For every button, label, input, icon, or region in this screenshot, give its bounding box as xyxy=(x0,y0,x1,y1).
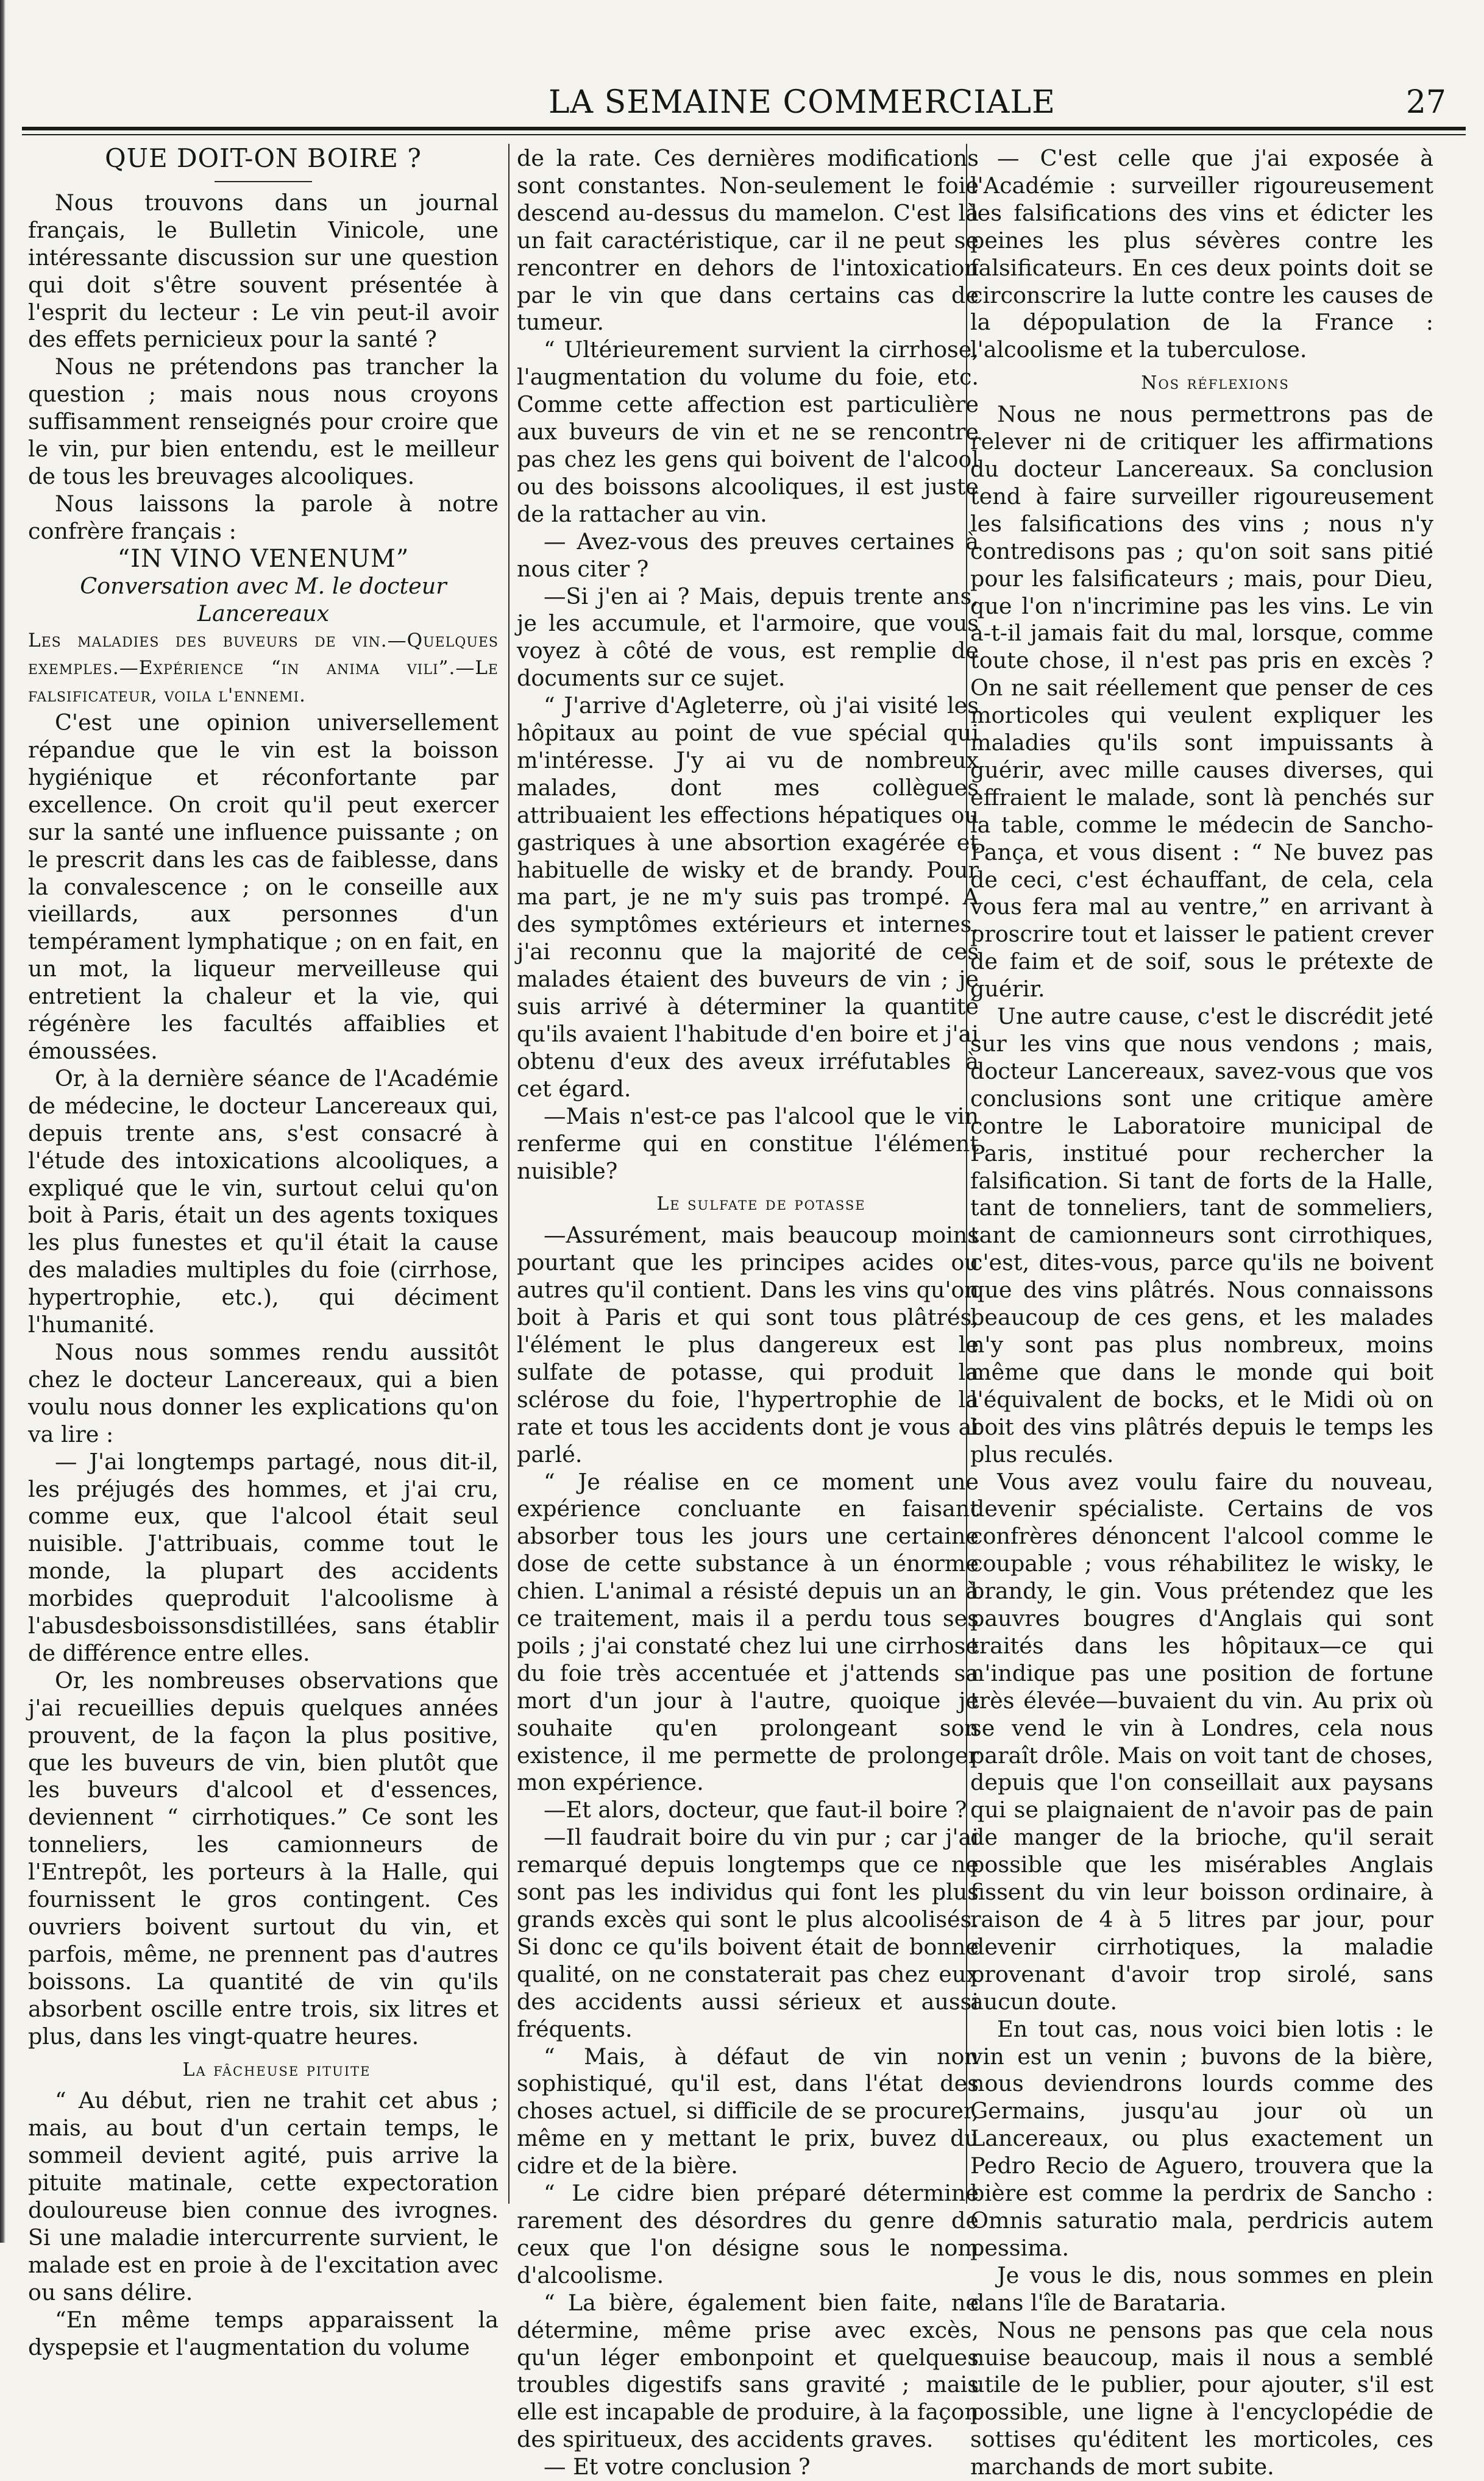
header-rule xyxy=(22,127,1466,135)
section-title: “IN VINO VENENUM” xyxy=(117,544,410,573)
paragraph: Nous ne nous permettrons pas de relever ni de critiquer les affirmations du docteur Lancereaux. Sa conclusion tend à faire surveiller rigoureusement les falsifications des vins ; nous n'y contredisons pas ; qu'on soit sans pitié pour les falsificateurs ; mais, pour Dieu, que l'on n'incrimine pas les vins. Le vin a-t-il jamais fait du mal, lorsque, comme toute chose, il n'est pas pris en excès ? On ne sait réellement que penser de ces morticoles qui veulent expliquer les maladies qu'ils sont impuissants à guérir, avec mille causes diverses, qui effraient le malade, sont là penchés sur la table, comme le médecin de Sancho-Pança, et vous disent : “ Ne buvez pas de ceci, c'est échauffant, de cela, cela vous fera mal au ventre,” en arrivant à proscrire tout et laisser le patient crever de faim et de soif, sous le prétexte de guérir. xyxy=(970,401,1433,1003)
paragraph: —Il faudrait boire du vin pur ; car j'ai remarqué depuis longtemps que ce ne sont pas les individus qui font les plus grands excès qui sont le plus alcoolisés. Si donc ce qu'ils boivent était de bonne qualité, on ne constaterait pas chez eux des accidents aussi sérieux et aussi fréquents. xyxy=(517,1824,979,2042)
paragraph: “ Au début, rien ne trahit cet abus ; mais, au bout d'un certain temps, le sommeil devient agité, puis arrive la pituite matinale, cette expectoration douloureuse bien connue des ivrognes. Si une maladie intercurrente survient, le malade est en proie à de l'excitation avec ou sans délire. xyxy=(28,2087,499,2305)
paragraph: Vous avez voulu faire du nouveau, devenir spécialiste. Certains de vos confrères dénoncent l'alcool comme le coupable ; vous réhabilitez le wisky, le brandy, le gin. Vous prétendez que les pauvres bougres d'Anglais qui sont traités dans les hôpitaux—ce qui n'indique pas une position de fortune très élevée—buvaient du vin. Au prix où se vend le vin à Londres, cela nous paraît drôle. Mais on voit tant de choses, depuis que l'on conseillait aux paysans qui se plaignaient de n'avoir pas de pain de manger de la brioche, qu'il serait possible que les misérables Anglais fissent du vin leur boisson ordinaire, à raison de 4 à 5 litres par jour, pour devenir cirrhotiques, la maladie provenant d'avoir trop sirolé, sans aucun doute. xyxy=(970,1468,1433,2015)
paragraph: Une autre cause, c'est le discrédit jeté sur les vins que nous vendons ; mais, docteur Lancereaux, savez-vous que vos conclusions sont une critique amère contre le Laboratoire municipal de Paris, institué pour rechercher la falsification. Si tant de forts de la Halle, tant de tonneliers, tant de sommeliers, tant de camionneurs sont cirrothiques, c'est, dites-vous, parce qu'ils ne boivent que des vins plâtrés. Nous connaissons beaucoup de ces gens, et les malades n'y sont pas plus nombreux, moins même que dans le monde qui boit l'équivalent de bocks, et le Midi où on boit des vins plâtrés depuis le temps les plus reculés. xyxy=(970,1003,1433,1468)
scan-left-edge xyxy=(0,0,5,2243)
paragraph: — Avez-vous des preuves certaines à nous citer ? xyxy=(517,528,979,582)
page-header xyxy=(24,67,1460,122)
article-title: QUE DOIT-ON BOIRE ? xyxy=(105,143,422,173)
paragraph: Nous ne prétendons pas trancher la question ; mais nous nous croyons suffisamment renseignés pour croire que le vin, pur bien entendu, est le meilleur de tous les breuvages alcooliques. xyxy=(28,353,499,489)
paragraph: “ Je réalise en ce moment une expérience concluante en faisant absorber tous les jours une certaine dose de cette substance à un énorme chien. L'animal a résisté depuis un an à ce traitement, mais il a perdu tous ses poils ; j'ai constaté chez lui une cirrhose du foie très accentuée et j'attends sa mort d'un jour à l'autre, quoique je souhaite qu'en prolongeant son existence, il me permette de prolonger mon expérience. xyxy=(517,1468,979,1796)
subheading: Le sulfate de potasse xyxy=(656,1193,866,1215)
paragraph: —Mais n'est-ce pas l'alcool que le vin renferme qui en constitue l'élément nuisible? xyxy=(517,1102,979,1184)
paragraph: Nous nous sommes rendu aussitôt chez le docteur Lancereaux, qui a bien voulu nous donner les explications qu'on va lire : xyxy=(28,1338,499,1447)
title-rule xyxy=(215,181,312,182)
section-subtitle-line-1: Conversation avec M. le docteur xyxy=(80,572,447,599)
paragraph: “ J'arrive d'Agleterre, où j'ai visité les hôpitaux au point de vue spécial qui m'intéresse. J'y ai vu de nombreux malades, dont mes collègues attribuaient les effections hépatiques ou gastriques à une absortion exagérée et habituelle de wisky et de brandy. Pour ma part, je ne m'y suis pas trompé. A des symptômes extérieurs et internes, j'ai reconnu que la majorité de ces malades étaient des buveurs de vin ; je suis arrivé à déterminer la quantité qu'ils avaient l'habitude d'en boire et j'ai obtenu d'eux des aveux irréfutables à cet égard. xyxy=(517,692,979,1102)
paragraph: Nous trouvons dans un journal français, le Bulletin Vinicole, une intéressante discussion sur une question qui doit s'être souvent présentée à l'esprit du lecteur : Le vin peut-il avoir des effets pernicieux pour la santé ? xyxy=(28,189,499,353)
paragraph: de la rate. Ces dernières modifications sont constantes. Non-seulement le foie descend au-dessus du mamelon. C'est là un fait caractéristique, car il ne peut se rencontrer en dehors de l'intoxication par le vin que dans certains cas de tumeur. xyxy=(517,145,979,336)
paragraph: “ Mais, à défaut de vin non sophistiqué, qu'il est, dans l'état des choses actuel, si difficile de se procurer, même en y mettant le prix, buvez du cidre et de la bière. xyxy=(517,2043,979,2179)
section-subtitle-line-2: Lancereaux xyxy=(197,600,330,626)
column-3 xyxy=(970,145,1433,2480)
paragraph: C'est une opinion universellement répandue que le vin est la boisson hygiénique et réconfortante par excellence. On croit qu'il peut exercer sur la santé une influence puissante ; on le prescrit dans les cas de faiblesse, dans la convalescence ; on le conseille aux vieillards, aux personnes d'un tempérament lymphatique ; on en fait, en un mot, la liqueur merveilleuse qui entretient la chaleur et la vie, qui régénère les facultés affaiblies et émoussées. xyxy=(28,709,499,1064)
column-1 xyxy=(28,143,499,2360)
paragraph: Nous laissons la parole à notre confrère français : xyxy=(28,490,499,544)
subheading: La fâcheuse pituite xyxy=(182,2059,371,2081)
subheading: Nos réflexions xyxy=(1141,372,1290,394)
column-divider-1 xyxy=(508,144,509,2204)
paragraph: Or, les nombreuses observations que j'ai recueillies depuis quelques années prouvent, de la façon la plus positive, que les buveurs de vin, bien plutôt que les buveurs d'alcool et d'essences, deviennent “ cirrhotiques.” Ce sont les tonneliers, les camionneurs de l'Entrepôt, les porteurs à la Halle, qui fournissent le gros contingent. Ces ouvriers boivent surtout du vin, et parfois, même, ne prennent pas d'autres boissons. La quantité de vin qu'ils absorbent oscille entre trois, six litres et plus, dans les vingt-quatre heures. xyxy=(28,1667,499,2050)
paragraph: “En même temps apparaissent la dyspepsie et l'augmentation du volume xyxy=(28,2306,499,2360)
paragraph: —Et alors, docteur, que faut-il boire ? xyxy=(544,1797,967,1823)
paragraph: —Si j'en ai ? Mais, depuis trente ans, je les accumule, et l'armoire, que vous voyez à côté de vous, est remplie de documents sur ce sujet. xyxy=(517,583,979,692)
paragraph: “ Le cidre bien préparé détermine rarement des désordres du genre de ceux que l'on désigne sous le nom d'alcoolisme. xyxy=(517,2180,979,2288)
paragraph: Nous ne pensons pas que cela nous nuise beaucoup, mais il nous a semblé utile de le publier, pour ajouter, s'il est possible, une ligne à l'encyclopédie de sottises qu'éditent les morticoles, ces marchands de mort subite. xyxy=(970,2316,1433,2480)
paragraph: Je vous le dis, nous sommes en plein dans l'île de Barataria. xyxy=(970,2262,1433,2316)
paragraph: Or, à la dernière séance de l'Académie de médecine, le docteur Lancereaux qui, depuis trente ans, s'est consacré à l'étude des intoxications alcooliques, a expliqué que le vin, surtout celui qu'on boit à Paris, était un des agents toxiques les plus funestes et qu'il était la cause des maladies multiples du foie (cirrhose, hypertrophie, etc.), qui déciment l'humanité. xyxy=(28,1065,499,1338)
paragraph: —Assurément, mais beaucoup moins pourtant que les principes acides ou autres qu'il contient. Dans les vins qu'on boit à Paris et qui sont tous plâtrés, l'élément le plus dangereux est le sulfate de potasse, qui produit la sclérose du foie, l'hypertrophie de la rate et tous les accidents dont je vous ai parlé. xyxy=(517,1222,979,1468)
paragraph: “ Ultérieurement survient la cirrhose, l'augmentation du volume du foie, etc. Comme cette affection est particulière aux buveurs de vin et ne se rencontre pas chez les gens qui boivent de l'alcool ou des boissons alcooliques, il est juste de la rattacher au vin. xyxy=(517,336,979,527)
column-2 xyxy=(517,145,979,2480)
paragraph: En tout cas, nous voici bien lotis : le vin est un venin ; buvons de la bière, nous deviendrons lourds comme des Germains, jusqu'au jour où un Lancereaux, ou plus exactement un Pedro Recio de Aguero, trouvera que la bière est comme la perdrix de Sancho : Omnis saturatio mala, perdricis autem pessima. xyxy=(970,2015,1433,2261)
paragraph: “ La bière, également bien faite, ne détermine, même prise avec excès, qu'un léger embonpoint et quelques troubles digestifs sans gravité ; mais elle est incapable de produire, à la façon des spiritueux, des accidents graves. xyxy=(517,2289,979,2453)
paragraph: — J'ai longtemps partagé, nous dit-il, les préjugés des hommes, et j'ai cru, comme eux, que l'alcool était seul nuisible. J'attribuais, comme tout le monde, la plupart des accidents morbides queproduit l'alcoolisme à l'abusdesboissonsdistillées, sans établir de différence entre elles. xyxy=(28,1448,499,1666)
summary-heading: Les maladies des buveurs de vin.—Quelques exemples.—Expérience “in anima vili”.—Le falsificateur, voila l'ennemi. xyxy=(28,630,499,707)
journal-title: LA SEMAINE COMMERCIALE xyxy=(549,84,1056,121)
paragraph: — C'est celle que j'ai exposée à l'Académie : surveiller rigoureusement les falsifications des vins et édicter les peines les plus sévères contre les falsificateurs. En ces deux points doit se circonscrire la lutte contre les causes de la dépopulation de la France : l'alcoolisme et la tuberculose. xyxy=(970,145,1433,363)
paragraph: — Et votre conclusion ? xyxy=(544,2454,811,2480)
page-number: 27 xyxy=(1405,84,1446,121)
